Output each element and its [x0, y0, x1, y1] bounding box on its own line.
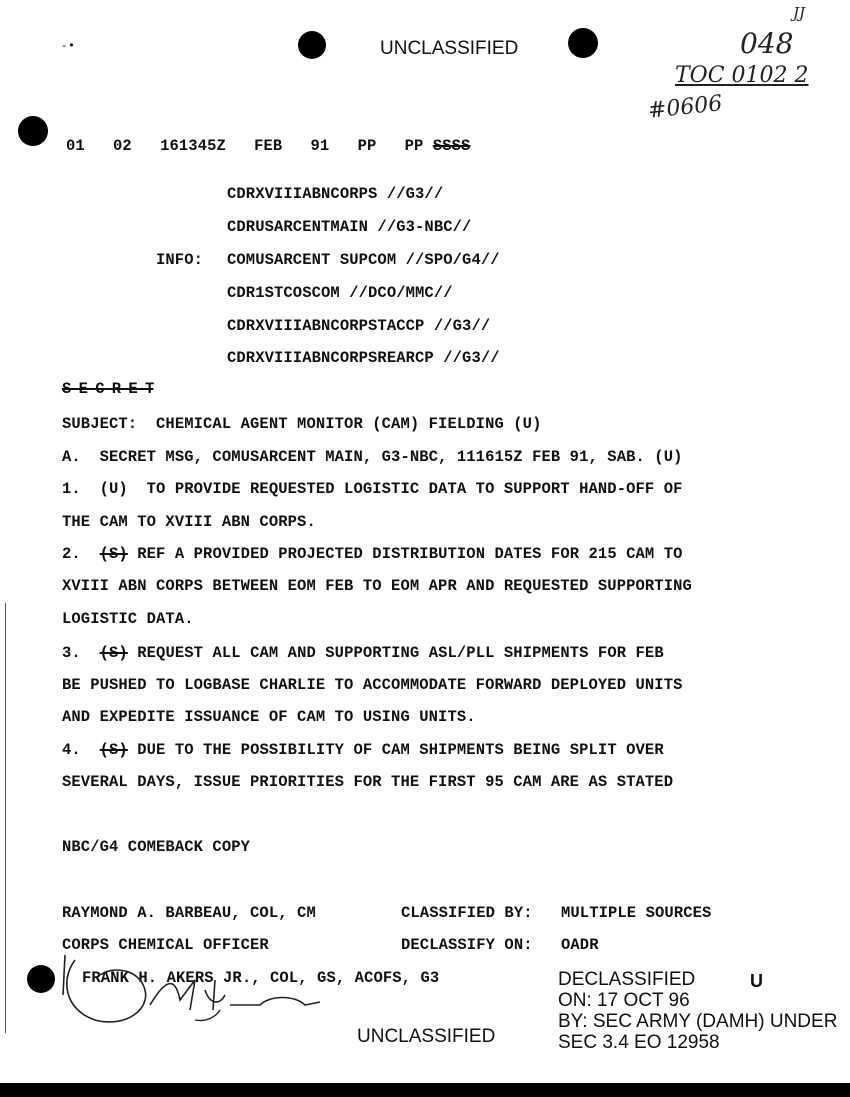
copy-note: NBC/G4 COMEBACK COPY: [62, 838, 251, 856]
msg-month: FEB: [254, 137, 283, 155]
hole-punch-top-left: [18, 116, 48, 146]
msg-seq-b: 02: [113, 137, 132, 155]
para-1-line-1: 1. (U) TO PROVIDE REQUESTED LOGISTIC DATA TO SUPPORT HAND-OFF OF: [62, 480, 683, 498]
handwritten-toc: TOC 0102 2: [675, 63, 809, 88]
para-2-line-3: LOGISTIC DATA.: [62, 610, 194, 628]
msg-prec-2: PP: [404, 137, 424, 155]
para-2-number: 2.: [62, 545, 81, 563]
classification-top: UNCLASSIFIED: [380, 38, 519, 59]
info-address-1: COMUSARCENT SUPCOM //SPO/G4//: [227, 251, 500, 269]
scan-margin-line: [5, 603, 6, 1033]
info-address-2: CDR1STCOSCOM //DCO/MMC//: [227, 284, 453, 302]
hole-punch-top-mid: [298, 31, 326, 59]
hole-punch-top-right: [568, 28, 598, 58]
handwritten-number: 048: [740, 27, 794, 60]
releaser-name: FRANK H. AKERS JR., COL, GS, ACOFS, G3: [82, 969, 440, 987]
corner-initials: JJ: [793, 4, 806, 22]
declassify-on-label: DECLASSIFY ON:: [401, 936, 533, 954]
para-3-text-1: REQUEST ALL CAM AND SUPPORTING ASL/PLL SHIPMENTS FOR FEB: [137, 644, 664, 662]
handwritten-ref: #0606: [646, 91, 724, 124]
classified-by-label: CLASSIFIED BY:: [401, 904, 533, 922]
top-left-mark: - •: [62, 38, 74, 52]
declass-stamp-line-4: SEC 3.4 EO 12958: [558, 1032, 720, 1053]
classification-bottom: UNCLASSIFIED: [357, 1026, 496, 1047]
para-2-text-1: REF A PROVIDED PROJECTED DISTRIBUTION DATES FOR 215 CAM TO: [137, 545, 683, 563]
para-2-line-1: [62, 545, 683, 563]
declass-stamp-mark: U: [750, 971, 763, 991]
hole-punch-bottom-left: [27, 965, 55, 993]
para-3-line-1: [62, 644, 664, 662]
reference-a: A. SECRET MSG, COMUSARCENT MAIN, G3-NBC, 111615Z FEB 91, SAB. (U): [62, 448, 683, 466]
msg-dtg: 161345Z: [160, 137, 226, 155]
subject-line: SUBJECT: CHEMICAL AGENT MONITOR (CAM) FIELDING (U): [62, 415, 542, 433]
drafter-name: RAYMOND A. BARBEAU, COL, CM: [62, 904, 316, 922]
msg-struck-classification: SSSS: [432, 137, 471, 155]
para-2-struck-mark: (S): [99, 545, 128, 563]
classified-by-value: MULTIPLE SOURCES: [561, 904, 712, 922]
to-address-1: CDRXVIIIABNCORPS //G3//: [227, 185, 444, 203]
scan-bottom-edge: [0, 1083, 850, 1097]
info-label: INFO:: [156, 251, 204, 269]
declass-stamp-line-2: ON: 17 OCT 96: [558, 990, 690, 1011]
para-4-line-2: SEVERAL DAYS, ISSUE PRIORITIES FOR THE FIRST 95 CAM ARE AS STATED: [62, 773, 674, 791]
secret-struck: S E C R E T: [62, 380, 154, 398]
handwritten-signature: [55, 950, 335, 1030]
para-2-line-2: XVIII ABN CORPS BETWEEN EOM FEB TO EOM APR AND REQUESTED SUPPORTING: [62, 577, 692, 595]
para-4-text-1: DUE TO THE POSSIBILITY OF CAM SHIPMENTS BEING SPLIT OVER: [137, 741, 664, 759]
para-4-struck-mark: (S): [99, 741, 128, 759]
declassify-on-value: OADR: [561, 936, 599, 954]
declass-stamp-line-1: DECLASSIFIED: [558, 969, 696, 990]
to-address-2: CDRUSARCENTMAIN //G3-NBC//: [227, 218, 472, 236]
para-3-line-2: BE PUSHED TO LOGBASE CHARLIE TO ACCOMMODATE FORWARD DEPLOYED UNITS: [62, 676, 683, 694]
message-header-line: [66, 119, 470, 155]
para-4-line-1: [62, 741, 664, 759]
msg-year: 91: [310, 137, 330, 155]
info-address-4: CDRXVIIIABNCORPSREARCP //G3//: [227, 349, 500, 367]
para-3-number: 3.: [62, 644, 81, 662]
drafter-title: CORPS CHEMICAL OFFICER: [62, 936, 269, 954]
msg-prec-1: PP: [357, 137, 377, 155]
para-3-struck-mark: (S): [99, 644, 128, 662]
declass-stamp-line-3: BY: SEC ARMY (DAMH) UNDER: [558, 1011, 838, 1032]
info-address-3: CDRXVIIIABNCORPSTACCP //G3//: [227, 317, 491, 335]
para-4-number: 4.: [62, 741, 81, 759]
para-3-line-3: AND EXPEDITE ISSUANCE OF CAM TO USING UNITS.: [62, 708, 476, 726]
msg-seq-a: 01: [66, 137, 85, 155]
para-1-line-2: THE CAM TO XVIII ABN CORPS.: [62, 513, 316, 531]
